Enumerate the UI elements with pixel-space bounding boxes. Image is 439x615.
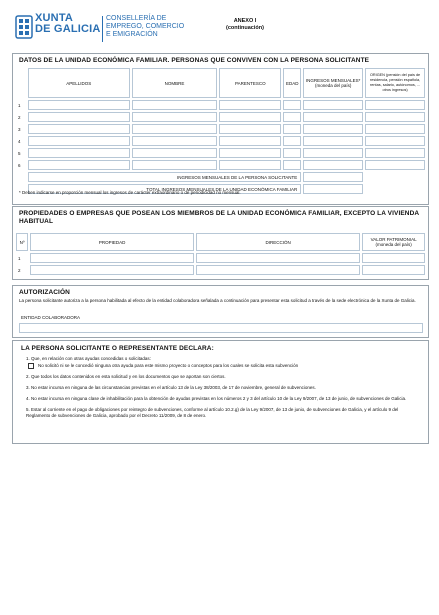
input-cell[interactable]: [30, 253, 194, 263]
input-cell[interactable]: [365, 148, 425, 158]
input-cell[interactable]: [365, 100, 425, 110]
col-valor: VALOR PATRIMONIAL (moneda del país): [362, 233, 425, 251]
input-cell[interactable]: [219, 100, 281, 110]
input-cell[interactable]: [28, 148, 130, 158]
input-cell[interactable]: [303, 112, 363, 122]
table-row: [16, 124, 425, 134]
input-cell[interactable]: [219, 148, 281, 158]
table-row: [16, 160, 425, 170]
input-cell[interactable]: [28, 136, 130, 146]
section-declaration: [12, 340, 429, 444]
entity-input[interactable]: [19, 323, 423, 333]
row-number: 1: [16, 253, 28, 263]
input-cell[interactable]: [283, 136, 301, 146]
input-cell[interactable]: [132, 160, 218, 170]
input-cell[interactable]: [196, 265, 360, 275]
input-cell[interactable]: [303, 148, 363, 158]
no-other-aid-label: No solicitó ni se le concedió ninguna otra ayuda para este mismo proyecto o conceptos para los cuales se solicita esta subvención: [38, 363, 299, 369]
family-members-table: [14, 66, 427, 196]
table-row: [16, 148, 425, 158]
section-authorization: [12, 285, 429, 338]
row-number: 1: [16, 100, 26, 110]
xunta-wordmark: [35, 13, 101, 35]
header-divider: [102, 16, 103, 42]
row-number: 3: [16, 124, 26, 134]
input-cell[interactable]: [28, 124, 130, 134]
annex-title: ANEXO I: [233, 18, 257, 24]
table-row: [16, 136, 425, 146]
table-row: [16, 112, 425, 122]
section-family-unit: [12, 53, 429, 205]
declaration-item-3: 3. No estar incursa en ninguna de las circunstancias previstas en el artículo 13 de la Ley 38/2003, de 17 de noviembre, general de subvenciones.: [26, 385, 316, 391]
xunta-shield-logo: [15, 15, 33, 41]
input-cell[interactable]: [283, 160, 301, 170]
input-cell[interactable]: [283, 124, 301, 134]
section-1-title: DATOS DE LA UNIDAD ECONÓMICA FAMILIAR. PERSONAS QUE CONVIVEN CON LA PERSONA SOLICITANTE: [19, 57, 370, 64]
input-cell[interactable]: [365, 124, 425, 134]
total-unit-label: TOTAL INGRESOS MENSUALES DE LA UNIDAD ECONÓMICA FAMILIAR: [28, 184, 301, 194]
annex-subtitle: (continuación): [226, 25, 264, 31]
input-cell[interactable]: [219, 124, 281, 134]
input-cell[interactable]: [132, 148, 218, 158]
col-origen: ORIGEN (pensión del país de residencia, pensión española, rentas, salario, autónomos, ... otros ingresos): [365, 68, 425, 98]
input-cell[interactable]: [132, 124, 218, 134]
input-cell[interactable]: [303, 136, 363, 146]
authorization-text: La persona solicitante autoriza a la persona habilitada al efecto de la entidad colaboradora señalada a continuación para presentar esta solicitud a través de la sede electrónica de la Xunta de Galicia.: [19, 298, 416, 303]
dept-line-1: CONSELLERÍA DE: [106, 15, 167, 22]
input-cell[interactable]: [362, 253, 425, 263]
total-unit-cell[interactable]: [303, 184, 363, 194]
input-cell[interactable]: [196, 253, 360, 263]
input-cell[interactable]: [365, 136, 425, 146]
col-propiedad: PROPIEDAD: [30, 233, 194, 251]
declaration-item-1: 1. Que, en relación con otras ayudas concedidas o solicitadas:: [26, 356, 151, 361]
declaration-item-4: 4. No estar incursa en ninguna clase de inhabilitación para la obtención de ayudas previstas en los números 2 y 3 del artículo 10 de la Ley 9/2007, de 13 de junio, de subvenciones de Galicia.: [26, 396, 407, 402]
logo-line-2: DE GALICIA: [35, 23, 101, 35]
declaration-list: [26, 356, 421, 424]
total-applicant-label: INGRESOS MENSUALES DE LA PERSONA SOLICITANTE: [28, 172, 301, 182]
dept-line-2: EMPREGO, COMERCIO: [106, 23, 185, 30]
section-properties: [12, 206, 429, 280]
input-cell[interactable]: [219, 112, 281, 122]
input-cell[interactable]: [28, 100, 130, 110]
total-applicant-cell[interactable]: [303, 172, 363, 182]
input-cell[interactable]: [365, 160, 425, 170]
input-cell[interactable]: [283, 112, 301, 122]
col-num: Nº: [16, 233, 28, 251]
input-cell[interactable]: [283, 100, 301, 110]
input-cell[interactable]: [30, 265, 194, 275]
no-other-aid-checkbox[interactable]: [28, 363, 34, 369]
input-cell[interactable]: [132, 112, 218, 122]
input-cell[interactable]: [219, 136, 281, 146]
table-row: [16, 265, 425, 275]
col-parentesco: PARENTESCO: [219, 68, 281, 98]
table-row: [16, 253, 425, 263]
input-cell[interactable]: [28, 112, 130, 122]
total-row-applicant: [16, 172, 425, 182]
properties-table: [14, 231, 427, 277]
input-cell[interactable]: [362, 265, 425, 275]
table-row: [16, 100, 425, 110]
input-cell[interactable]: [283, 148, 301, 158]
input-cell[interactable]: [303, 124, 363, 134]
annex-heading: [180, 18, 310, 32]
col-apellidos: APELLIDOS: [28, 68, 130, 98]
input-cell[interactable]: [303, 160, 363, 170]
input-cell[interactable]: [303, 100, 363, 110]
declaration-item-5: 5. Estar al corriente en el pago de obligaciones por reintegro de subvenciones, conforme al artículo 10.2.g) de la Ley 9/2007, de 13 de junio, de subvenciones de Galicia, y el artículo 9 del Reglamento de subvenciones de Galicia, aprobado por el Decreto 11/2009, de 8 de enero.: [26, 407, 399, 419]
section-3-title: AUTORIZACIÓN: [19, 289, 70, 296]
dept-line-3: E EMIGRACIÓN: [106, 31, 158, 38]
section-2-title: PROPIEDADES O EMPRESAS QUE POSEAN LOS MIEMBROS DE LA UNIDAD ECONÓMICA FAMILIAR, EXCEPTO LA VIVIENDA HABITUAL: [19, 210, 419, 225]
col-ingresos: INGRESOS MENSUALES* (moneda del país): [303, 68, 363, 98]
row-number: 5: [16, 148, 26, 158]
row-number: 2: [16, 265, 28, 275]
row-number: 6: [16, 160, 26, 170]
input-cell[interactable]: [219, 160, 281, 170]
row-number: 2: [16, 112, 26, 122]
col-edad: EDAD: [283, 68, 301, 98]
department-name: [106, 15, 184, 39]
row-number: 4: [16, 136, 26, 146]
input-cell[interactable]: [365, 112, 425, 122]
input-cell[interactable]: [28, 160, 130, 170]
logo-line-1: XUNTA: [35, 12, 74, 24]
input-cell[interactable]: [132, 136, 218, 146]
col-nombre: NOMBRE: [132, 68, 218, 98]
input-cell[interactable]: [132, 100, 218, 110]
entity-label: ENTIDAD COLABORADORA: [21, 315, 81, 320]
income-note: * Deben indicarse en proporción mensual los ingresos de carácter extraordinario o de periodicidad no mensual.: [19, 190, 241, 195]
declaration-item-2: 2. Que todos los datos contenidos en esta solicitud y en los documentos que se aportan son ciertos.: [26, 374, 226, 380]
section-4-title: LA PERSONA SOLICITANTE O REPRESENTANTE DECLARA:: [21, 345, 214, 352]
col-direccion: DIRECCIÓN: [196, 233, 360, 251]
